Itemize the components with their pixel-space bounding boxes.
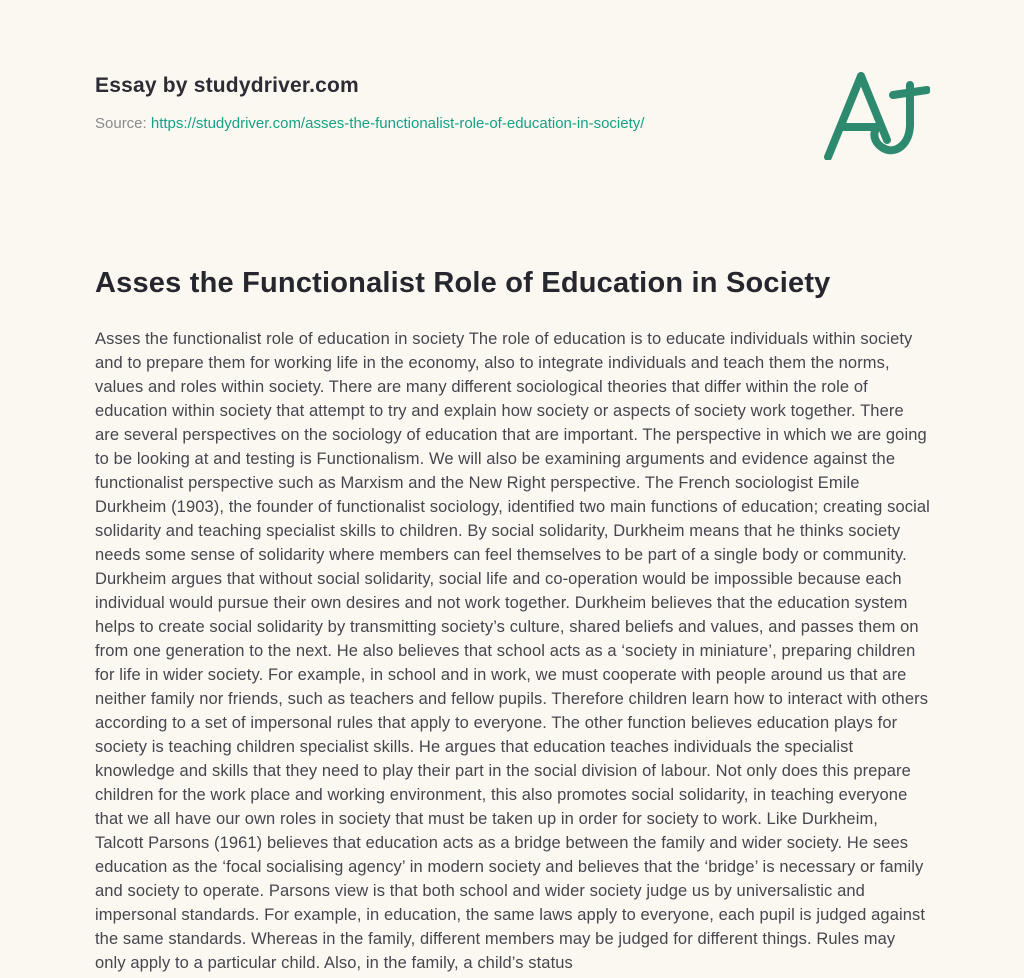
source-label: Source: [95, 115, 147, 132]
header-text-block [95, 74, 644, 132]
page-header [95, 74, 930, 165]
byline: Essay by studydriver.com [95, 74, 359, 97]
essay-title: Asses the Functionalist Role of Education in Society [95, 267, 831, 299]
source-link[interactable]: https://studydriver.com/asses-the-functionalist-role-of-education-in-society/ [150, 115, 645, 132]
source-line [95, 115, 644, 132]
studydriver-logo-icon [822, 70, 930, 165]
essay-body: Asses the functionalist role of education in society The role of education is to educate individuals within society and to prepare them for working life in the economy, also to integrate individuals and teach them the norms, values and roles within society. There are many different sociological theories that differ within the role of education within society that attempt to try and explain how society or aspects of society work together. There are several perspectives on the sociology of education that are important. The perspective in which we are going to be looking at and testing is Functionalism. We will also be examining arguments and evidence against the functionalist perspective such as Marxism and the New Right perspective. The French sociologist Emile Durkheim (1903), the founder of functionalist sociology, identified two main functions of education; creating social solidarity and teaching specialist skills to children. By social solidarity, Durkheim means that he thinks society needs some sense of solidarity where members can feel themselves to be part of a single body or community. Durkheim argues that without social solidarity, social life and co-operation would be impossible because each individual would pursue their own desires and not work together. Durkheim believes that the education system helps to create social solidarity by transmitting society’s culture, shared beliefs and values, and passes them on from one generation to the next. He also believes that school acts as a ‘society in miniature’, preparing children for life in wider society. For example, in school and in work, we must cooperate with people around us that are neither family nor friends, such as teachers and fellow pupils. Therefore children learn how to interact with others according to a set of impersonal rules that apply to everyone. The other function believes education plays for society is teaching children specialist skills. He argues that education teaches individuals the specialist knowledge and skills that they need to play their part in the social division of labour. Not only does this prepare children for the work place and working environment, this also promotes social solidarity, in teaching everyone that we all have our own roles in society that must be taken up in order for society to work. Like Durkheim, Talcott Parsons (1961) believes that education acts as a bridge between the family and wider society. He sees education as the ‘focal socialising agency’ in modern society and believes that the ‘bridge’ is necessary or family and society to operate. Parsons view is that both school and wider society judge us by universalistic and impersonal standards. For example, in education, the same laws apply to everyone, each pupil is judged against the same standards. Whereas in the family, different members may be judged for different things. Rules may only apply to a particular child. Also, in the family, a child’s status [95, 330, 930, 972]
